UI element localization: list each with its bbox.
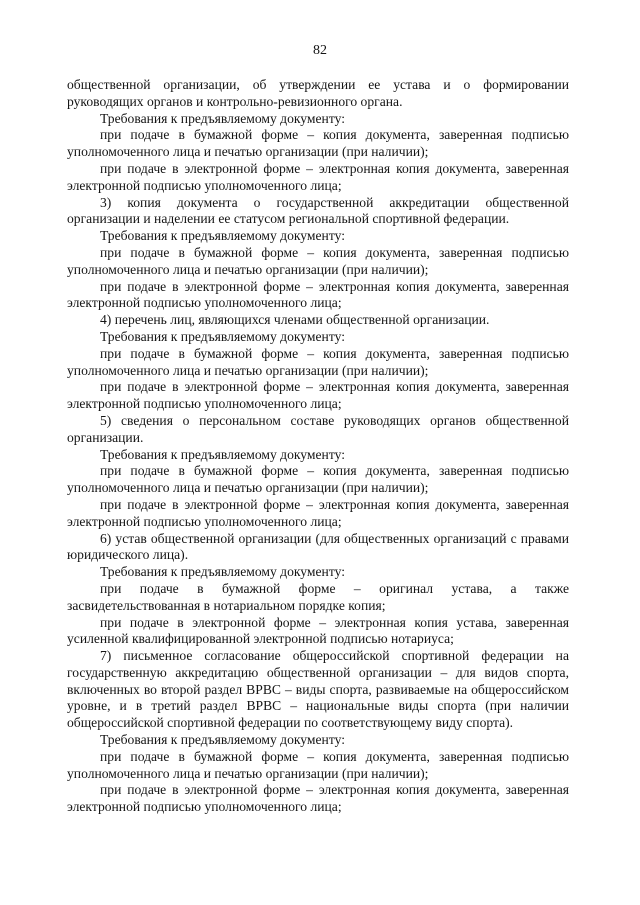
page-number: 82	[313, 43, 327, 58]
paragraph-continuation: общественной организации, об утверждении ее устава и о формировании руководящих органов и контрольно-ревизионного органа.	[67, 77, 569, 109]
paragraph-electronic-form: при подаче в электронной форме – электронная копия документа, заверенная электронной подписью уполномоченного лица;	[67, 782, 569, 815]
paragraph-item-7: 7) письменное согласование общероссийской спортивной федерации на государственную аккредитацию общественной организации – для видов спорта, включенных во второй раздел ВРВС – виды спорта, развиваемые на общероссийском уровне, и в третий раздел ВРВС – национальные виды спорта (при наличии общероссийской спортивной федерации по соответствующему виду спорта).	[67, 648, 569, 731]
paragraph-requirements-heading: Требования к предъявляемому документу:	[100, 732, 345, 748]
paragraph-requirements-heading: Требования к предъявляемому документу:	[100, 228, 345, 244]
paragraph-electronic-form: при подаче в электронной форме – электронная копия документа, заверенная электронной подписью уполномоченного лица;	[67, 496, 569, 529]
paragraph-item-5: 5) сведения о персональном составе руководящих органов общественной организации.	[67, 412, 569, 445]
paragraph-item-4: 4) перечень лиц, являющихся членами общественной организации.	[100, 312, 490, 328]
paragraph-requirements-heading: Требования к предъявляемому документу:	[100, 564, 345, 580]
paragraph-paper-form: при подаче в бумажной форме – копия документа, заверенная подписью уполномоченного лица и печатью организации (при наличии);	[67, 345, 569, 378]
paragraph-paper-form: при подаче в бумажной форме – копия документа, заверенная подписью уполномоченного лица и печатью организации (при наличии);	[67, 244, 569, 277]
paragraph-paper-form: при подаче в бумажной форме – копия документа, заверенная подписью уполномоченного лица и печатью организации (при наличии);	[67, 748, 569, 781]
paragraph-requirements-heading: Требования к предъявляемому документу:	[100, 446, 345, 462]
paragraph-item-3: 3) копия документа о государственной аккредитации общественной организации и наделении ее статусом региональной спортивной федерации.	[67, 194, 569, 227]
paragraph-paper-form: при подаче в бумажной форме – оригинал устава, а также засвидетельствованная в нотариальном порядке копия;	[67, 580, 569, 613]
paragraph-electronic-form: при подаче в электронной форме – электронная копия устава, заверенная усиленной квалифицированной электронной подписью нотариуса;	[67, 614, 569, 647]
paragraph-electronic-form: при подаче в электронной форме – электронная копия документа, заверенная электронной подписью уполномоченного лица;	[67, 379, 569, 412]
paragraph-electronic-form: при подаче в электронной форме – электронная копия документа, заверенная электронной подписью уполномоченного лица;	[67, 160, 569, 193]
paragraph-paper-form: при подаче в бумажной форме – копия документа, заверенная подписью уполномоченного лица и печатью организации (при наличии);	[67, 463, 569, 496]
paragraph-item-6: 6) устав общественной организации (для общественных организаций с правами юридического лица).	[67, 530, 569, 563]
document-body	[67, 77, 569, 816]
paragraph-requirements-heading: Требования к предъявляемому документу:	[100, 328, 345, 344]
paragraph-paper-form: при подаче в бумажной форме – копия документа, заверенная подписью уполномоченного лица и печатью организации (при наличии);	[67, 127, 569, 160]
paragraph-requirements-heading: Требования к предъявляемому документу:	[100, 110, 345, 126]
paragraph-electronic-form: при подаче в электронной форме – электронная копия документа, заверенная электронной подписью уполномоченного лица;	[67, 278, 569, 311]
